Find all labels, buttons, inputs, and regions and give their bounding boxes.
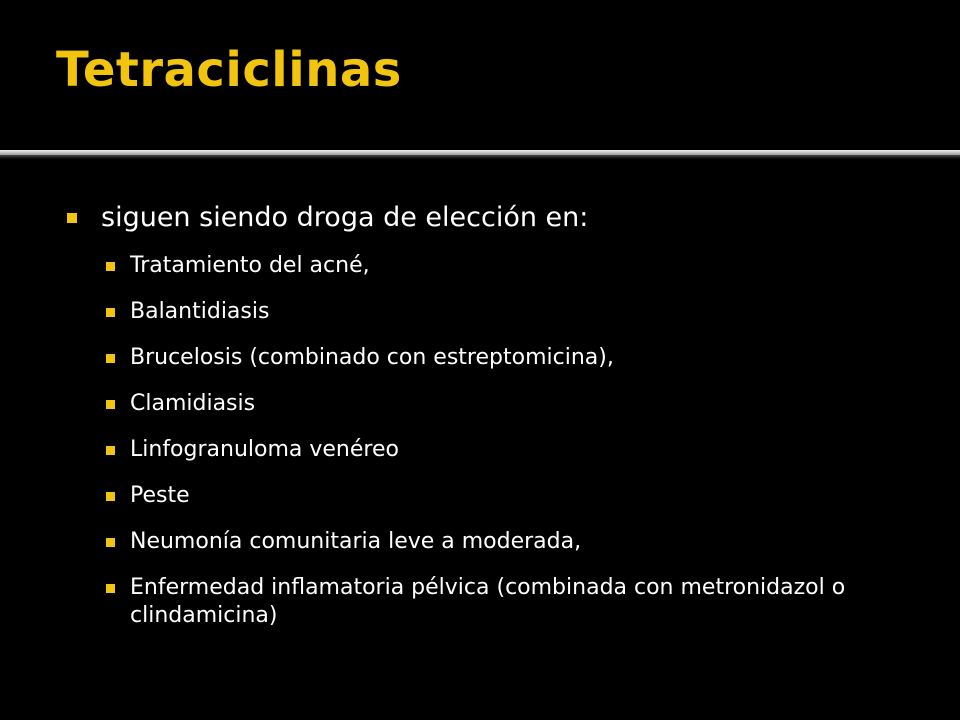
slide-title: Tetraciclinas <box>56 42 402 98</box>
square-bullet-icon <box>106 400 115 409</box>
square-bullet-icon <box>106 354 115 363</box>
list-item <box>106 344 926 390</box>
square-bullet-icon <box>106 492 115 501</box>
list-item-text: Clamidiasis <box>130 391 256 416</box>
list-item <box>106 252 926 298</box>
list-item-text: Enfermedad inflamatoria pélvica (combinada con metronidazol o clindamicina) <box>130 575 846 628</box>
square-bullet-icon <box>106 538 115 547</box>
square-bullet-icon <box>106 584 115 593</box>
square-bullet-icon <box>106 446 115 455</box>
square-bullet-icon <box>106 262 115 271</box>
list-item <box>106 436 926 482</box>
square-bullet-icon <box>67 213 77 223</box>
list-item-text: Linfogranuloma venéreo <box>130 437 399 462</box>
list-item <box>106 574 926 630</box>
list-item <box>106 390 926 436</box>
list-item <box>106 298 926 344</box>
slide-content <box>0 158 960 720</box>
list-item-text: Neumonía comunitaria leve a moderada, <box>130 529 582 554</box>
sub-bullet-list <box>106 252 926 630</box>
list-item-text: Balantidiasis <box>130 299 270 324</box>
list-item <box>106 528 926 574</box>
square-bullet-icon <box>106 308 115 317</box>
list-item-text: Peste <box>130 483 190 508</box>
list-item-text: Tratamiento del acné, <box>130 253 370 278</box>
list-item-text: Brucelosis (combinado con estreptomicina), <box>130 345 614 370</box>
main-bullet-text: siguen siendo droga de elección en: <box>101 202 589 233</box>
list-item <box>106 482 926 528</box>
